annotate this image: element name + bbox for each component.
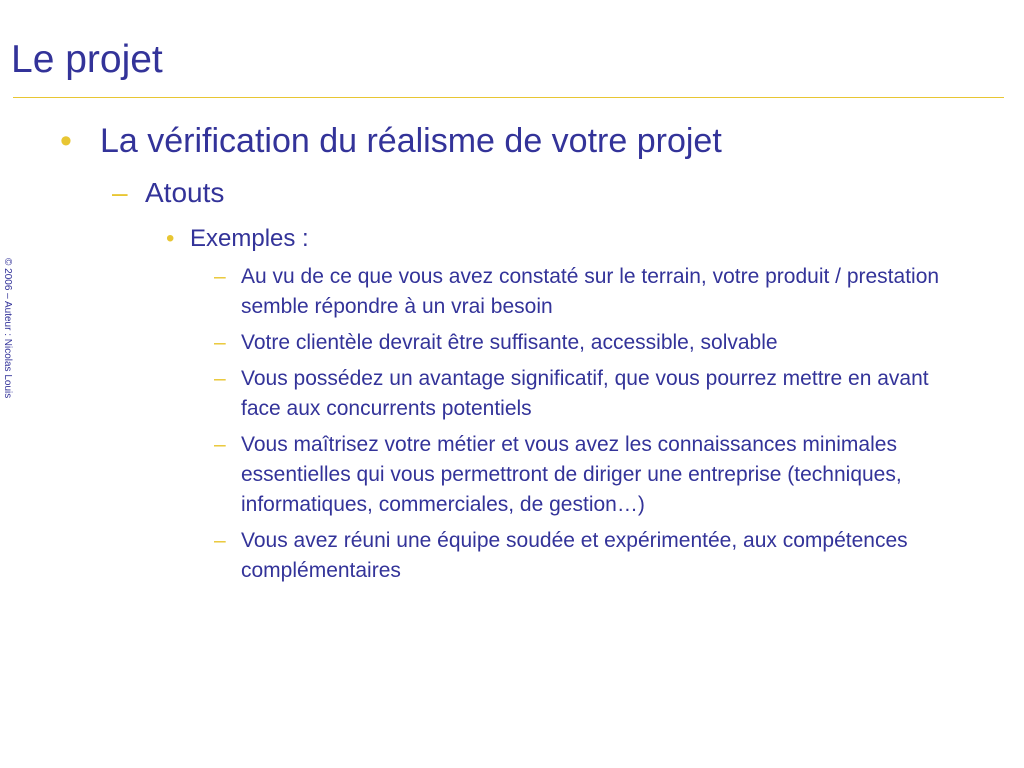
bullet-level3-marker: • xyxy=(166,225,175,252)
example-list xyxy=(214,262,974,592)
dash-marker: – xyxy=(214,433,226,456)
slide-title: Le projet xyxy=(11,38,163,81)
bullet-level1-marker: • xyxy=(60,122,72,160)
bullet-level2: Atouts xyxy=(145,177,225,208)
list-item xyxy=(214,364,974,424)
bullet-level1: La vérification du réalisme de votre projet xyxy=(100,122,722,160)
dash-marker: – xyxy=(214,265,226,288)
list-item-text: Votre clientèle devrait être suffisante, accessible, solvable xyxy=(241,331,778,354)
dash-marker: – xyxy=(214,331,226,354)
dash-marker: – xyxy=(214,529,226,552)
list-item xyxy=(214,430,974,520)
bullet-level2-marker: – xyxy=(112,177,128,208)
list-item-text: Vous maîtrisez votre métier et vous avez les connaissances minimales essentielles qui vous permettront de diriger une entreprise (techniques, informatiques, commerciales, de gestion…) xyxy=(241,433,902,516)
dash-marker: – xyxy=(214,367,226,390)
title-divider xyxy=(13,97,1004,98)
list-item-text: Au vu de ce que vous avez constaté sur le terrain, votre produit / prestation semble répondre à un vrai besoin xyxy=(241,265,940,318)
bullet-level3: Exemples : xyxy=(190,225,309,252)
list-item xyxy=(214,262,974,322)
list-item-text: Vous avez réuni une équipe soudée et expérimentée, aux compétences complémentaires xyxy=(241,529,908,582)
list-item xyxy=(214,526,974,586)
list-item xyxy=(214,328,974,358)
side-credit xyxy=(0,258,14,398)
side-credit-text: © 2006 – Auteur : Nicolas Louis xyxy=(2,258,13,399)
list-item-text: Vous possédez un avantage significatif, que vous pourrez mettre en avant face aux concurrents potentiels xyxy=(241,367,929,420)
